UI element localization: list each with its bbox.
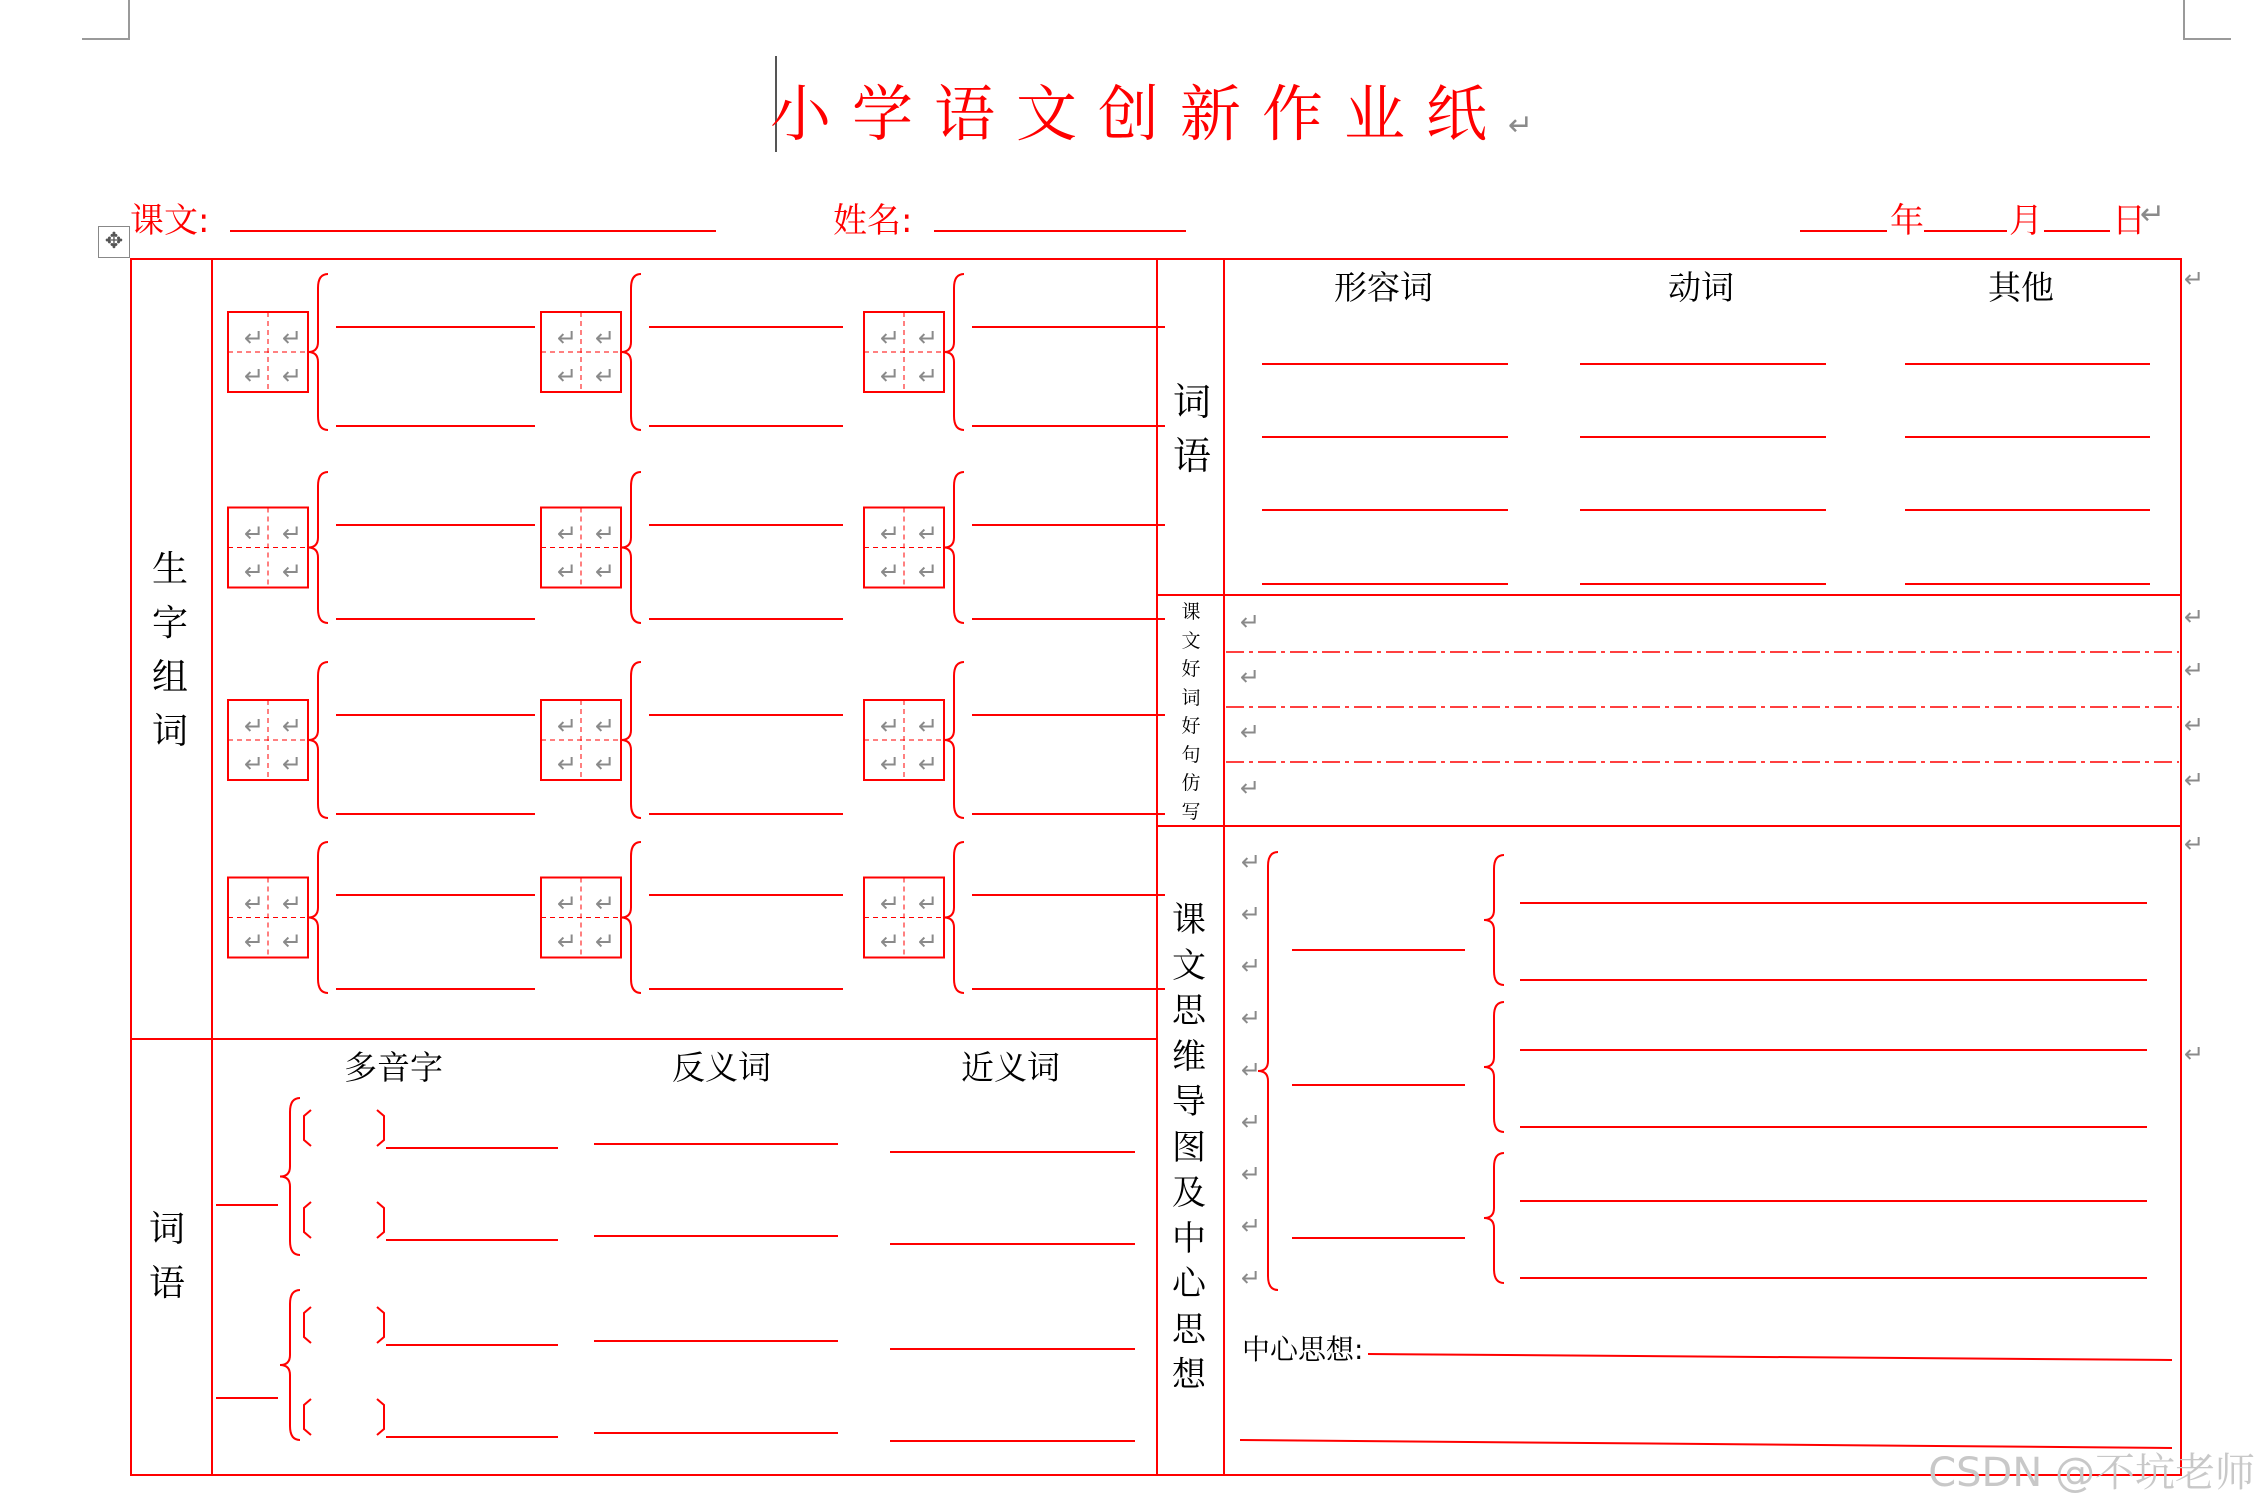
return-arrow-icon: ↵ <box>244 557 265 586</box>
return-arrow-icon: ↵ <box>2184 603 2205 631</box>
return-arrow-icon: ↵ <box>1241 848 1262 876</box>
return-arrow-icon: ↵ <box>880 519 901 548</box>
char-brace <box>308 472 328 623</box>
return-arrow-icon: ↵ <box>918 889 939 918</box>
year-label: 年 <box>1890 201 1924 241</box>
return-arrow-icon: ↵ <box>282 557 303 586</box>
return-arrow-icon: ↵ <box>918 557 939 586</box>
return-arrow-icon: ↵ <box>557 889 578 918</box>
return-arrow-icon: ↵ <box>1241 1264 1262 1292</box>
return-arrow-icon: ↵ <box>918 519 939 548</box>
central-idea-label: 中心思想: <box>1242 1333 1364 1366</box>
return-arrow-icon: ↵ <box>1241 1004 1262 1032</box>
return-arrow-icon: ↵ <box>2184 1040 2205 1068</box>
return-arrow-icon: ↵ <box>595 750 616 778</box>
return-arrow-icon: ↵ <box>282 324 303 352</box>
mindmap-sub-brace <box>1484 1002 1504 1132</box>
polyphone-brace <box>280 1290 300 1440</box>
return-arrow-icon: ↵ <box>595 557 616 586</box>
return-arrow-icon: ↵ <box>282 927 303 956</box>
return-arrow-icon: ↵ <box>2184 656 2205 684</box>
return-arrow-icon: ↵ <box>1241 1160 1262 1188</box>
return-arrow-icon: ↵ <box>282 712 303 740</box>
return-arrow-icon: ↵ <box>244 324 265 352</box>
return-arrow-icon: ↵ <box>1508 108 1555 143</box>
synonym-header: 近义词 <box>961 1048 1060 1087</box>
return-arrow-icon: ↵ <box>595 324 616 352</box>
return-arrow-icon: ↵ <box>2140 197 2166 232</box>
month-label: 月 <box>2009 201 2043 241</box>
good-sentences-label: 课文好词好句仿写 <box>1181 601 1201 823</box>
mindmap-sub-brace <box>1484 855 1504 985</box>
return-arrow-icon: ↵ <box>918 324 939 352</box>
return-arrow-icon: ↵ <box>282 889 303 918</box>
watermark: CSDN @不坑老师 <box>1928 1450 2255 1496</box>
return-arrow-icon: ↵ <box>595 362 616 390</box>
move-arrows-icon[interactable]: ✥ <box>98 226 130 258</box>
return-arrow-icon: ↵ <box>880 927 901 956</box>
return-arrow-icon: ↵ <box>1240 774 1261 802</box>
bracket-open <box>304 1307 311 1343</box>
page-title: 小学语文创新作业纸↵ <box>770 79 1555 150</box>
name-label: 姓名: <box>833 201 913 241</box>
return-arrow-icon: ↵ <box>282 750 303 778</box>
return-arrow-icon: ↵ <box>244 750 265 778</box>
bracket-open <box>304 1202 311 1238</box>
char-brace <box>621 472 641 623</box>
return-arrow-icon: ↵ <box>2184 766 2205 794</box>
antonym-header: 反义词 <box>672 1048 771 1087</box>
words-right-label: 词语 <box>1172 380 1211 478</box>
bracket-close <box>377 1307 384 1343</box>
bracket-close <box>377 1202 384 1238</box>
char-brace <box>621 274 641 430</box>
return-arrow-icon: ↵ <box>557 927 578 956</box>
lesson-label: 课文: <box>130 201 210 241</box>
return-arrow-icon: ↵ <box>1241 900 1262 928</box>
char-brace <box>308 274 328 430</box>
return-arrow-icon: ↵ <box>880 362 901 390</box>
char-brace <box>944 842 964 993</box>
char-brace <box>944 472 964 623</box>
return-arrow-icon: ↵ <box>595 889 616 918</box>
return-arrow-icon: ↵ <box>880 889 901 918</box>
return-arrow-icon: ↵ <box>244 889 265 918</box>
return-arrow-icon: ↵ <box>2184 265 2205 293</box>
words-left-label: 词语 <box>148 1209 185 1304</box>
return-arrow-icon: ↵ <box>880 712 901 740</box>
return-arrow-icon: ↵ <box>1241 1212 1262 1240</box>
return-arrow-icon: ↵ <box>1240 663 1261 691</box>
central-idea-line <box>1368 1354 2172 1360</box>
return-arrow-icon: ↵ <box>282 519 303 548</box>
return-arrow-icon: ↵ <box>595 712 616 740</box>
bracket-close <box>377 1399 384 1435</box>
return-arrow-icon: ↵ <box>1241 1056 1262 1084</box>
return-arrow-icon: ↵ <box>244 519 265 548</box>
return-arrow-icon: ↵ <box>1240 718 1261 746</box>
new-chars-label: 生字组词 <box>151 549 188 752</box>
mindmap-label: 课文思维导图及中心思想 <box>1172 900 1206 1395</box>
return-arrow-icon: ↵ <box>918 362 939 390</box>
other-header: 其他 <box>1988 268 2054 307</box>
return-arrow-icon: ↵ <box>880 324 901 352</box>
return-arrow-icon: ↵ <box>918 750 939 778</box>
return-arrow-icon: ↵ <box>595 519 616 548</box>
return-arrow-icon: ↵ <box>557 557 578 586</box>
return-arrow-icon: ↵ <box>2184 830 2205 858</box>
adjective-header: 形容词 <box>1334 268 1433 307</box>
polyphone-brace <box>280 1098 300 1255</box>
char-brace <box>621 842 641 993</box>
bracket-open <box>304 1399 311 1435</box>
return-arrow-icon: ↵ <box>918 927 939 956</box>
char-brace <box>944 662 964 818</box>
return-arrow-icon: ↵ <box>880 750 901 778</box>
return-arrow-icon: ↵ <box>557 750 578 778</box>
char-brace <box>308 842 328 993</box>
polyphone-header: 多音字 <box>344 1048 443 1087</box>
return-arrow-icon: ↵ <box>557 519 578 548</box>
return-arrow-icon: ↵ <box>595 927 616 956</box>
return-arrow-icon: ↵ <box>1240 608 1261 636</box>
bracket-open <box>304 1110 311 1146</box>
char-brace <box>308 662 328 818</box>
return-arrow-icon: ↵ <box>244 362 265 390</box>
return-arrow-icon: ↵ <box>244 712 265 740</box>
bracket-close <box>377 1110 384 1146</box>
mindmap-sub-brace <box>1484 1153 1504 1283</box>
day-label: 日 <box>2112 201 2146 241</box>
return-arrow-icon: ↵ <box>557 324 578 352</box>
return-arrow-icon: ↵ <box>557 362 578 390</box>
return-arrow-icon: ↵ <box>557 712 578 740</box>
return-arrow-icon: ↵ <box>880 557 901 586</box>
char-brace <box>944 274 964 430</box>
return-arrow-icon: ↵ <box>1241 952 1262 980</box>
return-arrow-icon: ↵ <box>1241 1108 1262 1136</box>
char-brace <box>621 662 641 818</box>
verb-header: 动词 <box>1668 268 1734 307</box>
return-arrow-icon: ↵ <box>918 712 939 740</box>
return-arrow-icon: ↵ <box>2184 711 2205 739</box>
return-arrow-icon: ↵ <box>282 362 303 390</box>
return-arrow-icon: ↵ <box>244 927 265 956</box>
